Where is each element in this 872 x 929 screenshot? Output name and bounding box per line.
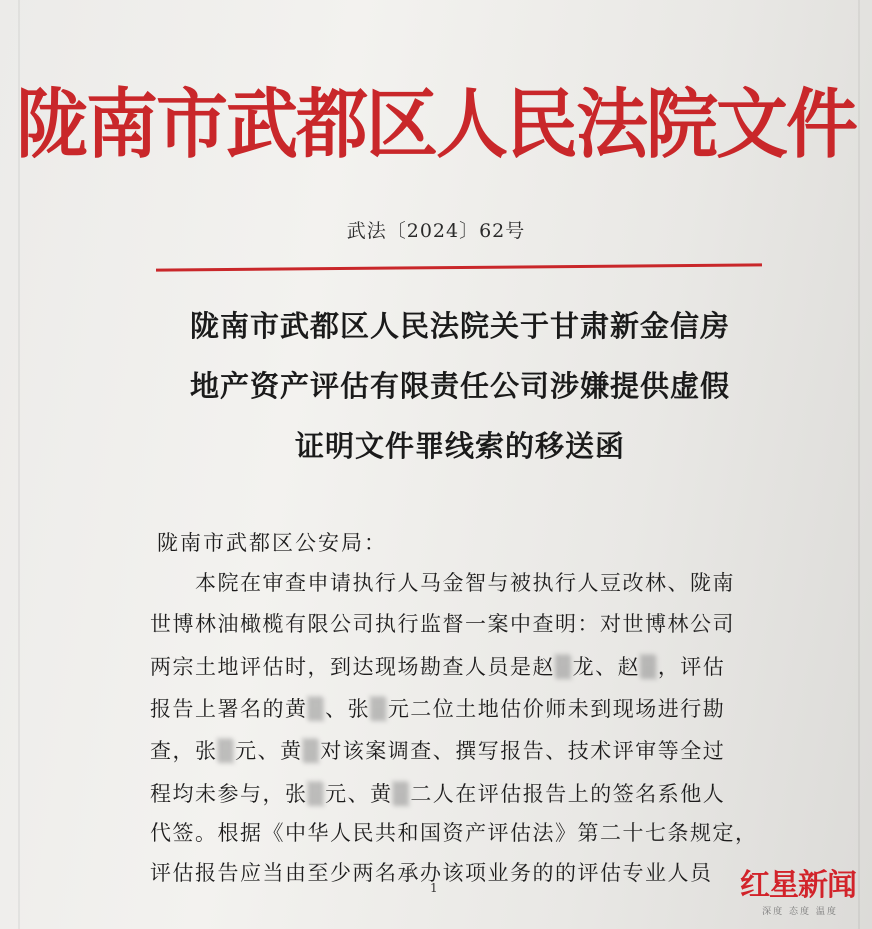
watermark-tagline: 深度 态度 温度 bbox=[762, 907, 838, 917]
redacted-name: ▒ bbox=[392, 782, 411, 806]
redacted-name: ▒ bbox=[640, 655, 658, 679]
redacted-name: ▒ bbox=[302, 739, 321, 763]
body-text-line: 评估报告应当由至少两名承办该项业务的的评估专业人员 bbox=[150, 861, 713, 885]
body-text-line: 代签。根据《中华人民共和国资产评估法》第二十七条规定， bbox=[150, 821, 758, 845]
subject-title-line: 陇南市武都区人民法院关于甘肃新金信房 bbox=[189, 309, 730, 343]
redacted-name: ▒ bbox=[217, 739, 236, 763]
recipient-line: 陇南市武都区公安局： bbox=[157, 531, 387, 555]
body-text-line: 报告上署名的黄▒、张▒元二位土地估价师未到现场进行勘 bbox=[150, 697, 726, 721]
document-number: 武法〔2024〕62号 bbox=[346, 220, 526, 242]
body-text-line: 程均未参与，张▒元、黄▒二人在评估报告上的签名系他人 bbox=[150, 782, 726, 806]
redacted-name: ▒ bbox=[370, 697, 388, 721]
subject-title-line: 证明文件罪线索的移送函 bbox=[294, 429, 625, 463]
subject-title-line: 地产资产评估有限责任公司涉嫌提供虚假 bbox=[189, 369, 730, 403]
document-header-title: 陇南市武都区人民法院文件 bbox=[15, 79, 856, 169]
body-text-line: 本院在审查申请执行人马金智与被执行人豆改林、陇南 bbox=[150, 571, 735, 595]
redacted-name: ▒ bbox=[307, 697, 326, 721]
watermark-logo: 红星新闻 bbox=[740, 868, 856, 903]
watermark bbox=[734, 860, 864, 922]
body-text-line: 查，张▒元、黄▒对该案调查、撰写报告、技术评审等全过 bbox=[150, 739, 726, 763]
redacted-name: ▒ bbox=[307, 782, 326, 806]
body-text-line: 世博林油橄榄有限公司执行监督一案中查明：对世博林公司 bbox=[150, 612, 735, 636]
red-divider-rule bbox=[156, 263, 762, 271]
redacted-name: ▒ bbox=[555, 655, 573, 679]
page-number: 1 bbox=[430, 881, 438, 895]
body-text-line: 两宗土地评估时，到达现场勘查人员是赵▒龙、赵▒，评估 bbox=[150, 655, 726, 679]
